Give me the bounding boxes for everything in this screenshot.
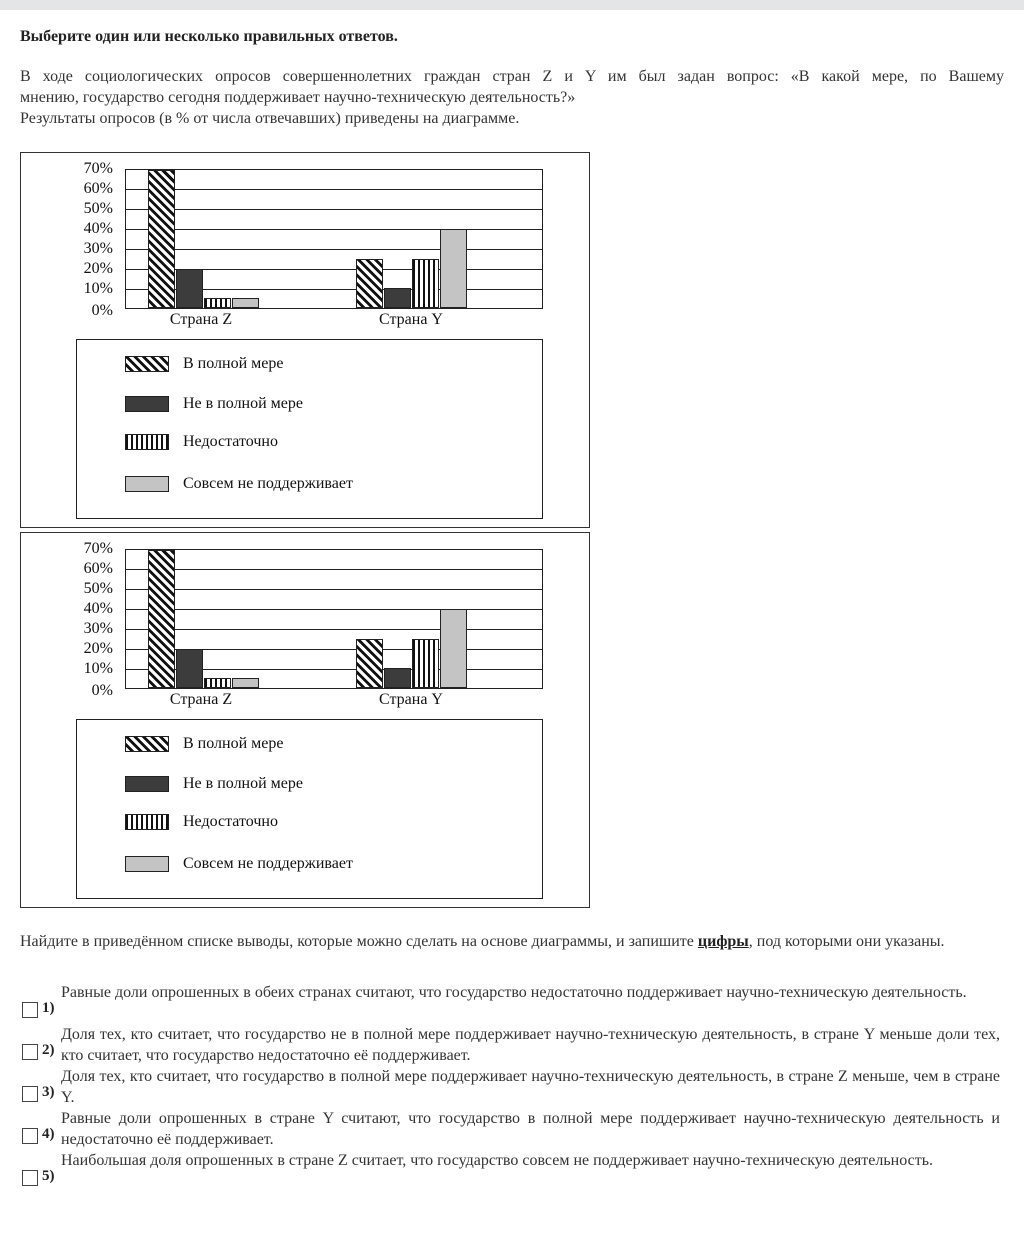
task-text	[20, 931, 1004, 952]
gridline	[126, 589, 542, 590]
bar-y-2	[384, 288, 411, 308]
legend-label: Недостаточно	[183, 433, 278, 450]
option-number: 3)	[42, 1084, 55, 1100]
y-axis-tick-label: 60%	[83, 560, 113, 577]
legend-item	[125, 774, 303, 794]
top-bar	[0, 0, 1024, 10]
gridline	[126, 249, 542, 250]
bar-z-4	[232, 678, 259, 688]
legend-label: В полной мере	[183, 355, 284, 372]
legend-label: Не в полной мере	[183, 395, 303, 412]
legend-item	[125, 812, 278, 832]
bar-y-3	[412, 259, 439, 308]
legend-label: Недостаточно	[183, 813, 278, 830]
legend-swatch	[125, 356, 169, 372]
option-text: Равные доли опрошенных в стране Y считают, что государство в полной мере поддерживает научно-техническую деятельность и недостаточно её поддерживает.	[61, 1110, 1000, 1148]
legend-item	[125, 394, 303, 414]
bar-y-3	[412, 639, 439, 688]
option-text: Доля тех, кто считает, что государство не в полной мере поддерживает научно-техническую деятельность, в стране Y меньше доли тех, кто считает, что государство недостаточно её поддерживает.	[61, 1026, 1000, 1064]
bar-z-1	[148, 550, 175, 688]
bar-y-2	[384, 668, 411, 688]
option-checkbox[interactable]	[22, 1086, 38, 1102]
legend-item	[125, 354, 283, 374]
bar-y-1	[356, 259, 383, 308]
option-checkbox[interactable]	[22, 1128, 38, 1144]
legend-label: Совсем не поддерживает	[183, 475, 353, 492]
gridline	[126, 189, 542, 190]
x-axis-category-label: Страна Z	[169, 691, 233, 708]
bar-z-4	[232, 298, 259, 308]
bar-z-3	[204, 678, 231, 688]
bar-z-3	[204, 298, 231, 308]
gridline	[126, 609, 542, 610]
chart-legend	[76, 719, 543, 899]
option-number: 4)	[42, 1126, 55, 1142]
legend-item	[125, 854, 353, 874]
intro-line-2: мнению, государство сегодня поддерживает научно-техническую деятельность?»	[20, 89, 576, 106]
legend-swatch	[125, 814, 169, 830]
task-text-before: Найдите в приведённом списке выводы, которые можно сделать на основе диаграммы, и запишите	[20, 933, 698, 950]
option-text: Наибольшая доля опрошенных в стране Z считает, что государство совсем не поддерживает научно-техническую деятельность.	[61, 1152, 934, 1169]
y-axis-tick-label: 50%	[83, 580, 113, 597]
bar-z-1	[148, 170, 175, 308]
legend-label: Совсем не поддерживает	[183, 855, 353, 872]
results-caption: Результаты опросов (в % от числа отвечавших) приведены на диаграмме.	[20, 110, 520, 127]
question-intro	[20, 66, 1004, 108]
answer-option-5[interactable]	[20, 1152, 1004, 1200]
x-axis-category-label: Страна Z	[169, 311, 233, 328]
legend-label: В полной мере	[183, 735, 284, 752]
y-axis-tick-label: 40%	[83, 220, 113, 237]
legend-swatch	[125, 396, 169, 412]
question-instruction: Выберите один или несколько правильных ответов.	[20, 28, 398, 45]
option-number: 2)	[42, 1042, 55, 1058]
y-axis-tick-label: 0%	[91, 302, 113, 319]
x-axis-category-label: Страна Y	[379, 311, 443, 328]
bar-z-2	[176, 649, 203, 688]
legend-swatch	[125, 476, 169, 492]
option-number: 1)	[42, 1000, 55, 1016]
legend-swatch	[125, 856, 169, 872]
y-axis-tick-label: 0%	[91, 682, 113, 699]
y-axis-tick-label: 50%	[83, 200, 113, 217]
option-checkbox[interactable]	[22, 1002, 38, 1018]
option-checkbox[interactable]	[22, 1170, 38, 1186]
plot-area	[125, 549, 543, 689]
option-text: Равные доли опрошенных в обеих странах считают, что государство недостаточно поддерживает научно-техническую деятельность.	[61, 984, 967, 1001]
gridline	[126, 229, 542, 230]
legend-item	[125, 432, 278, 452]
y-axis-tick-label: 30%	[83, 240, 113, 257]
chart-legend	[76, 339, 543, 519]
y-axis-tick-label: 70%	[83, 160, 113, 177]
y-axis-tick-label: 10%	[83, 280, 113, 297]
y-axis-tick-label: 10%	[83, 660, 113, 677]
gridline	[126, 209, 542, 210]
bar-y-4	[440, 229, 467, 308]
gridline	[126, 569, 542, 570]
y-axis-tick-label: 40%	[83, 600, 113, 617]
legend-swatch	[125, 434, 169, 450]
task-emphasis: цифры	[697, 933, 749, 950]
option-text: Доля тех, кто считает, что государство в полной мере поддерживает научно-техническую деятельность, в стране Z меньше, чем в стране Y.	[61, 1068, 1000, 1106]
plot-area	[125, 169, 543, 309]
y-axis-tick-label: 70%	[83, 540, 113, 557]
option-checkbox[interactable]	[22, 1044, 38, 1060]
y-axis-tick-label: 20%	[83, 260, 113, 277]
y-axis-tick-label: 30%	[83, 620, 113, 637]
legend-label: Не в полной мере	[183, 775, 303, 792]
chart-figure-1	[20, 152, 590, 528]
intro-line-1: В ходе социологических опросов совершеннолетних граждан стран Z и Y им был задан вопрос: «В какой мере, по Вашему	[20, 68, 1005, 85]
bar-y-4	[440, 609, 467, 688]
bar-y-1	[356, 639, 383, 688]
y-axis-tick-label: 60%	[83, 180, 113, 197]
legend-swatch	[125, 736, 169, 752]
legend-swatch	[125, 776, 169, 792]
gridline	[126, 629, 542, 630]
x-axis-category-label: Страна Y	[379, 691, 443, 708]
legend-item	[125, 474, 353, 494]
y-axis-tick-label: 20%	[83, 640, 113, 657]
task-text-after: , под которыми они указаны.	[748, 933, 945, 950]
bar-z-2	[176, 269, 203, 308]
option-number: 5)	[42, 1168, 55, 1184]
legend-item	[125, 734, 283, 754]
chart-figure-2	[20, 532, 590, 908]
